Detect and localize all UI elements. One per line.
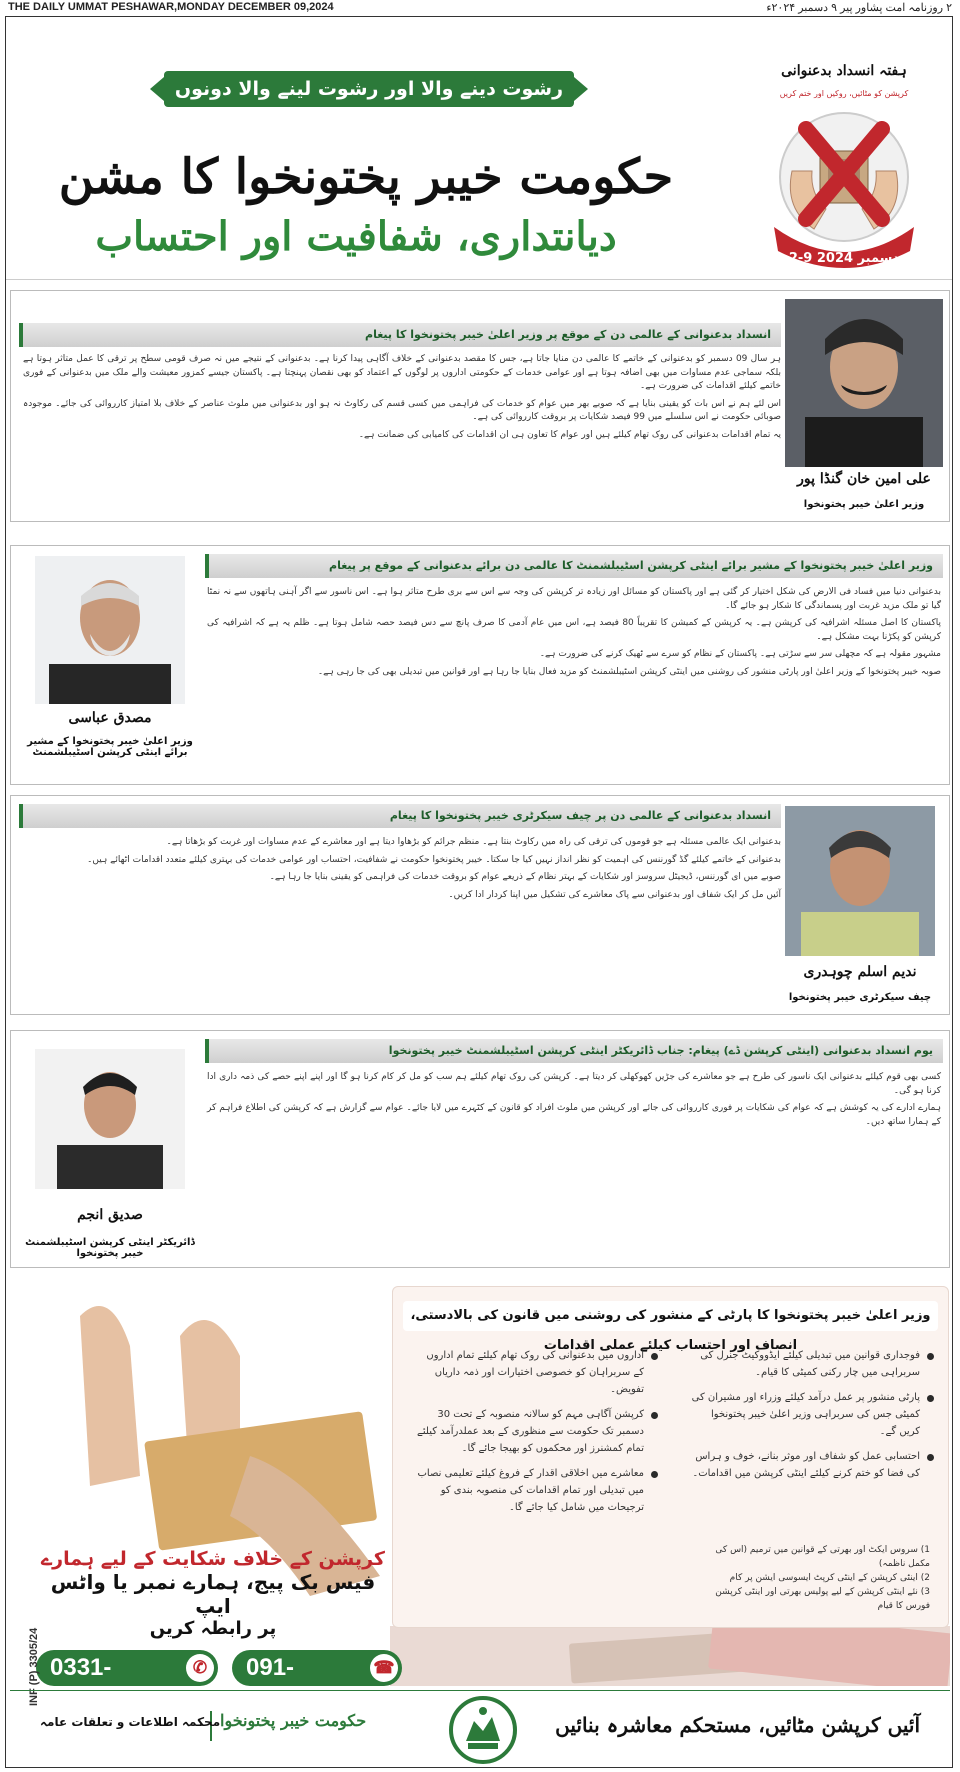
section-chief-minister (10, 290, 950, 522)
measures-left-column (413, 1347, 658, 1524)
paragraph: بدعنوانی کے خاتمے کیلئے گڈ گورننس کی اہمیت کو نظر انداز نہیں کیا جا سکتا۔ خیبر پختونخوا حکومت نے شفافیت، احتساب اور عوامی خدمات کی بہتری کیلئے متعدد اقدامات اٹھائے ہیں۔ (87, 854, 781, 865)
list-item: احتسابی عمل کو شفاف اور موثر بنانے، خوف و ہراس کی فضا کو ختم کرنے کیلئے اینٹی کرپشن میں اقدامات۔ (689, 1448, 934, 1482)
section-adviser (10, 545, 950, 785)
section-banner: انسداد بدعنوانی کے عالمی دن پر چیف سیکرٹری خیبر پختونخوا کا پیغام (19, 804, 781, 828)
person-name: مصدق عباسی (68, 710, 152, 726)
page-number: ۲ (946, 2, 952, 14)
whatsapp-number-text: 0331-9988848 (50, 1654, 144, 1717)
portrait-photo (35, 556, 185, 704)
masthead-urdu-text: روزنامہ امت پشاور پیر ۹ دسمبر ۲۰۲۴ء (766, 2, 944, 14)
section-body (23, 836, 781, 906)
logo-tagline: کرپشن کو مٹائیں، روکیں اور ختم کریں (779, 89, 909, 98)
footer-govt: حکومت خیبر پختونخوا (220, 1711, 367, 1730)
landline-number[interactable] (232, 1650, 402, 1717)
masthead (6, 0, 954, 16)
complaint-line-1: کرپشن کے خلاف شکایت کے لیے ہمارے (41, 1548, 385, 1570)
kp-emblem-icon (448, 1695, 518, 1765)
list-item: فوجداری قوانین میں تبدیلی کیلئے ایڈووکیٹ جنرل کی سربراہی میں چار رکنی کمیٹی کا قیام۔ (689, 1347, 934, 1381)
paragraph: پاکستان کا اصل مسئلہ اشرافیہ کی کرپشن ہے۔ یہ کرپشن کے کمیشن کا تقریباً 80 فیصد ہے، اس میں عام آدمی کا صرف پانچ سے دس فیصد حصہ شامل ہوتا ہے۔ ظلم یہ ہے کہ اشرافیہ کی کرپشن کو پکڑنا بہت مشکل ہے۔ (207, 618, 941, 642)
paragraph: آئیں مل کر ایک شفاف اور بدعنوانی سے پاک معاشرے کی تشکیل میں اپنا کردار ادا کریں۔ (448, 889, 781, 900)
person-title: ڈائریکٹر اینٹی کرپشن اسٹیبلشمنٹ خیبر پختونخوا (25, 1237, 195, 1259)
note-line: 1) سروس ایکٹ اور بھرتی کے قوانین میں ترمیم (اس کی مکمل ناظمہ) (715, 1545, 930, 1569)
portrait-photo (785, 299, 943, 467)
footer-slogan: آئیں کرپشن مٹائیں، مستحکم معاشرہ بنائیں (555, 1713, 920, 1737)
section-banner: انسداد بدعنوانی کے عالمی دن کے موقع پر وزیر اعلیٰ خیبر پختونخوا کا پیغام (19, 323, 781, 347)
section-banner: وزیر اعلیٰ خیبر پختونخوا کے مشیر برائے اینٹی کرپشن اسٹیبلشمنٹ کا عالمی دن برائے بدعنوانی کے موقع پر پیغام (205, 554, 943, 578)
person-name: صدیق انجم (77, 1207, 143, 1223)
landline-number-text: 091-9217278 (246, 1654, 340, 1717)
person-name: علی امین خان گنڈا پور (797, 471, 931, 487)
whatsapp-icon: ✆ (186, 1654, 214, 1682)
measures-panel (392, 1286, 949, 1628)
paragraph: ہمارے ادارے کی یہ کوشش ہے کہ عوام کی شکایات پر فوری کارروائی کی جائے اور کرپشن میں ملوث افراد کو قانون کے کٹہرے میں لایا جائے۔ عوام سے گزارش ہے کہ کرپشن کی اطلاع فراہم کر کے ہمارا ساتھ دیں۔ (207, 1103, 941, 1127)
portrait-photo (35, 1049, 185, 1189)
note-line: 2) اینٹی کرپشن کے اینٹی کرپٹ ایسوسی ایشن پر کام (729, 1573, 930, 1583)
person-title: وزیر اعلیٰ خیبر پختونخوا (803, 499, 925, 510)
section-body (207, 1071, 941, 1133)
note-line: 3) نئے اینٹی کرپشن کے لیے پولیس بھرتی اور اینٹی کرپشن فورس کا قیام (715, 1587, 930, 1611)
complaint-line-3: پر رابطہ کریں (149, 1618, 277, 1639)
paragraph: کسی بھی قوم کیلئے بدعنوانی ایک ناسور کی طرح ہے جو معاشرے کی جڑیں کھوکھلی کر دیتا ہے۔ کرپشن کی روک تھام کیلئے ہم سب کو مل کر کام کرنا ہو گا اور اپنے اپنے حصے کی ذمہ داری ادا کرنا ہو گی۔ (207, 1072, 941, 1096)
masthead-urdu (766, 1, 952, 14)
paragraph: یہ تمام اقدامات بدعنوانی کی روک تھام کیلئے ہیں اور عوام کا تعاون ہی ان اقدامات کی کامیابی کی ضمانت ہے۔ (358, 429, 781, 440)
list-item: کرپشن آگاہی مہم کو سالانہ منصوبہ کے تحت 30 دسمبر تک حکومت سے منظوری کے بعد عملدرآمد کیلئے تمام کمشنرز اور محکموں کو بھیجا جائے گا۔ (413, 1406, 658, 1457)
paragraph: مشہور مقولہ ہے کہ مچھلی سر سے سڑتی ہے۔ پاکستان کے نظام کو سرے سے ٹھیک کرنے کی ضرورت ہے۔ (539, 649, 941, 660)
inf-code: INF (P) 3305/24 (28, 1627, 40, 1706)
paragraph: بدعنوانی دنیا میں فساد فی الارض کی شکل اختیار کر گئی ہے اور پاکستان کو مسائل اور زیادہ تر کرپشن کی وجہ سے اس سے بری طرح متاثر ہوا ہے۔ اس ناسور سے اگر آہنی ہاتھوں سے نہ نمٹا گیا تو ملک مزید غربت اور پسماندگی کا شکار ہو جائے گا۔ (207, 587, 941, 611)
phone-icon: ☎ (370, 1654, 398, 1682)
masthead-english: THE DAILY UMMAT PESHAWAR,MONDAY DECEMBER 09,2024 (8, 1, 334, 13)
paragraph: ہر سال 09 دسمبر کو بدعنوانی کے خاتمے کا عالمی دن منایا جاتا ہے، جس کا مقصد بدعنوانی کے خلاف آگاہی پیدا کرنا ہے۔ بدعنوانی کے نتیجے میں نہ صرف قومی سطح پر ترقی کا عمل متاثر ہوتا ہے بلکہ سماجی عدم مساوات میں بھی اضافہ ہوتا ہے اور عوامی خدمات کے حکومتی اداروں پر لوگوں کے اعتماد کو بھی نقصان پہنچتا ہے۔ پاکستان جیسے کمزور معیشت والے ملک میں بدعنوانی کے فوری خاتمے کیلئے اقدامات کی ضرورت ہے۔ (23, 354, 781, 392)
person-title: وزیر اعلیٰ خیبر پختونخوا کے مشیر برائے اینٹی کرپشن اسٹیبلشمنٹ (27, 736, 193, 758)
portrait-placeholder-icon (785, 299, 943, 467)
paragraph: صوبے میں ای گورننس، ڈیجیٹل سروسز اور شکایات کے بہتر نظام کے ذریعے عوام کو بروقت خدمات کی فراہمی کو یقینی بنایا جا رہا ہے۔ (269, 872, 781, 883)
section-body (23, 353, 781, 447)
section-banner: یوم انسداد بدعنوانی (اینٹی کرپشن ڈے) پیغام: جناب ڈائریکٹر اینٹی کرپشن اسٹیبلشمنٹ خیبر پختونخوا (205, 1039, 943, 1063)
list-item: اداروں میں بدعنوانی کی روک تھام کیلئے تمام اداروں کے سربراہان کو خصوصی اختیارات اور ذمہ داریاں تفویض۔ (413, 1347, 658, 1398)
footer-dept: محکمہ اطلاعات و تعلقات عامہ (40, 1715, 221, 1729)
complaint-callout (38, 1548, 388, 1639)
measures-title: وزیر اعلیٰ خیبر پختونخوا کا پارٹی کے منشور کی روشنی میں قانون کی بالادستی، انصاف اور احتساب کیلئے عملی اقدامات (403, 1301, 938, 1331)
portrait-placeholder-icon (785, 806, 935, 956)
ad-headline: حکومت خیبر پختونخوا کا مشن (58, 149, 674, 205)
list-item: پارٹی منشور پر عمل درآمد کیلئے وزراء اور مشیران کی کمیٹی جس کی سربراہی وزیر اعلیٰ خیبر پختونخوا کریں گے۔ (689, 1389, 934, 1440)
ad-header (6, 17, 952, 280)
portrait-photo (785, 806, 935, 956)
complaint-line-2: فیس بک پیج، ہمارے نمبر یا واٹس ایپ (50, 1570, 376, 1618)
whatsapp-number[interactable] (36, 1650, 218, 1717)
paragraph: اس لئے ہم نے اس بات کو یقینی بنایا ہے کہ صوبے بھر میں عوام کو خدمات کی فراہمی میں کسی قسم کی رکاوٹ نہ ہو اور بدعنوانی میں ملوث عناصر کے خلاف بلا امتیاز کارروائی کی جائے۔ موجودہ صوبائی حکومت نے اس سلسلے میں 99 فیصد شکایات پر بروقت کارروائی کی ہے۔ (23, 398, 781, 423)
kp-government-logo (448, 1695, 518, 1765)
portrait-placeholder-icon (35, 1049, 185, 1189)
hadith-ribbon: رشوت دینے والا اور رشوت لینے والا دونوں آگ میں ہیں (164, 71, 574, 107)
paragraph: صوبہ خیبر پختونخوا کے وزیر اعلیٰ اور پارٹی منشور کی روشنی میں اینٹی کرپشن اسٹیبلشمنٹ کو مزید فعال بنایا جا رہا ہے اور قوانین میں تبدیلی بھی کی جا رہی ہے۔ (317, 666, 941, 677)
ad-subhead: دیانتداری، شفافیت اور احتساب (95, 213, 617, 260)
anti-corruption-week-logo (754, 59, 934, 279)
logo-title: ہفتہ انسداد بدعنوانی (781, 63, 907, 79)
person-name: ندیم اسلم چوہدری (803, 964, 917, 980)
measures-right-column (689, 1347, 934, 1490)
section-chief-secretary (10, 795, 950, 1015)
footer-bar (10, 1690, 950, 1769)
portrait-placeholder-icon (35, 556, 185, 704)
person-title: چیف سیکرٹری خیبر پختونخوا (788, 992, 932, 1003)
section-director (10, 1030, 950, 1268)
list-item: معاشرے میں اخلاقی اقدار کے فروغ کیلئے تعلیمی نصاب میں تبدیلی اور تمام اقدامات کی منصوبہ بندی کو ترجیحات میں شامل کیا جائے گا۔ (413, 1465, 658, 1516)
section-body (207, 586, 941, 684)
measures-notes (700, 1543, 930, 1613)
logo-date: 2-9 دسمبر 2024 (788, 251, 900, 266)
paragraph: بدعنوانی ایک عالمی مسئلہ ہے جو قوموں کی ترقی کی راہ میں رکاوٹ بنتا ہے۔ منظم جرائم کو بڑھاوا دیتا ہے اور معاشرے کے عدم مساوات اور غربت کو بڑھاتا ہے۔ (166, 837, 781, 847)
